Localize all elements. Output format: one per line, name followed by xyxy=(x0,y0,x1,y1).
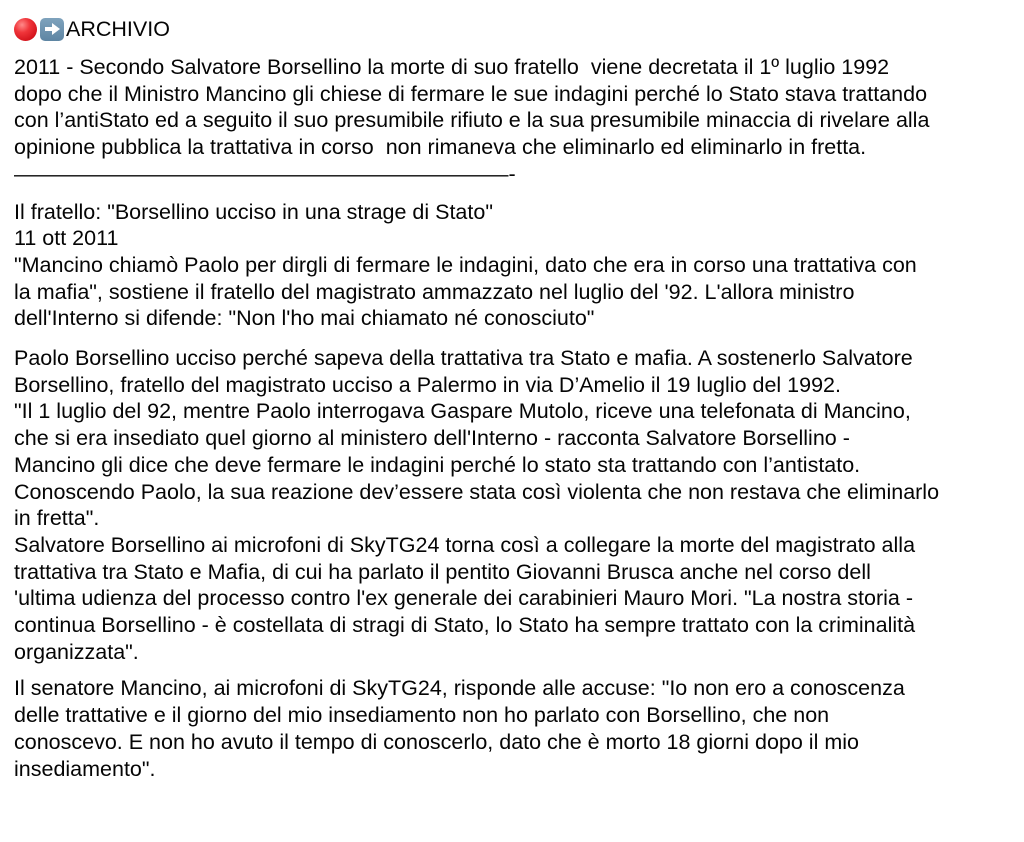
lead-line: "Mancino chiamò Paolo per dirgli di fermare le indagini, dato che era in corso una trattativa con xyxy=(14,252,917,277)
body-line: Conoscendo Paolo, la sua reazione dev’essere stata così violenta che non restava che eliminarlo xyxy=(14,479,940,504)
intro-line: 2011 - Secondo Salvatore Borsellino la morte di suo fratello viene decretata il 1º luglio 1992 xyxy=(14,55,890,79)
body-line: "Il 1 luglio del 92, mentre Paolo interrogava Gaspare Mutolo, riceve una telefonata di Mancino, xyxy=(14,399,911,424)
body-line: che si era insediato quel giorno al ministero dell'Interno - racconta Salvatore Borsellino - xyxy=(14,426,850,451)
lead-line: la mafia", sostiene il fratello del magistrato ammazzato nel luglio del '92. L'allora ministro xyxy=(14,279,855,304)
post-text xyxy=(14,54,1016,782)
body-line: Mancino gli dice che deve fermare le indagini perché lo stato sta trattando con l’antistato. xyxy=(14,452,861,477)
body-line: continua Borsellino - è costellata di stragi di Stato, lo Stato ha sempre trattato con la criminalità xyxy=(14,613,916,638)
intro-line: opinione pubblica la trattativa in corso non rimaneva che eliminarlo ed eliminarlo in fretta. xyxy=(14,135,867,160)
body-line: Paolo Borsellino ucciso perché sapeva della trattativa tra Stato e mafia. A sostenerlo Salvatore xyxy=(14,346,913,371)
body-line: organizzata". xyxy=(14,639,139,664)
body-line: trattativa tra Stato e Mafia, di cui ha parlato il pentito Giovanni Brusca anche nel corso dell xyxy=(14,559,871,584)
archive-label: ARCHIVIO xyxy=(66,17,170,41)
right-arrow-icon xyxy=(40,18,64,41)
body-line: in fretta". xyxy=(14,506,100,531)
lead-line: dell'Interno si difende: "Non l'ho mai chiamato né conosciuto" xyxy=(14,306,595,331)
intro-line: dopo che il Ministro Mancino gli chiese di fermare le sue indagini perché lo Stato stava trattando xyxy=(14,81,928,106)
body-line: 'ultima udienza del processo contro l'ex generale dei carabinieri Mauro Mori. "La nostra storia - xyxy=(14,586,913,611)
body-line: Borsellino, fratello del magistrato ucciso a Palermo in via D’Amelio il 19 luglio del 1992. xyxy=(14,372,841,397)
article-body-1 xyxy=(14,345,1016,665)
body-line: Salvatore Borsellino ai microfoni di SkyTG24 torna così a collegare la morte del magistrato alla xyxy=(14,532,916,557)
article-body-2 xyxy=(14,675,1016,782)
separator-line: ———————————————————————- xyxy=(14,161,516,186)
article-date: 11 ott 2011 xyxy=(14,226,119,251)
red-circle-icon xyxy=(14,18,37,41)
article-title: Il fratello: "Borsellino ucciso in una strage di Stato" xyxy=(14,199,493,224)
body-line: insediamento". xyxy=(14,756,156,781)
body-line: Il senatore Mancino, ai microfoni di SkyTG24, risponde alle accuse: "Io non ero a conoscenza xyxy=(14,676,905,701)
intro-line: con l’antiStato ed a seguito il suo presumibile rifiuto e la sua presumibile minaccia di rivelare alla xyxy=(14,108,930,133)
body-line: conoscevo. E non ho avuto il tempo di conoscerlo, dato che è morto 18 giorni dopo il mio xyxy=(14,729,859,754)
intro-paragraph xyxy=(14,54,1016,188)
post-header xyxy=(14,12,1024,46)
article-header xyxy=(14,199,1016,333)
body-line: delle trattative e il giorno del mio insediamento non ho parlato con Borsellino, che non xyxy=(14,703,830,728)
